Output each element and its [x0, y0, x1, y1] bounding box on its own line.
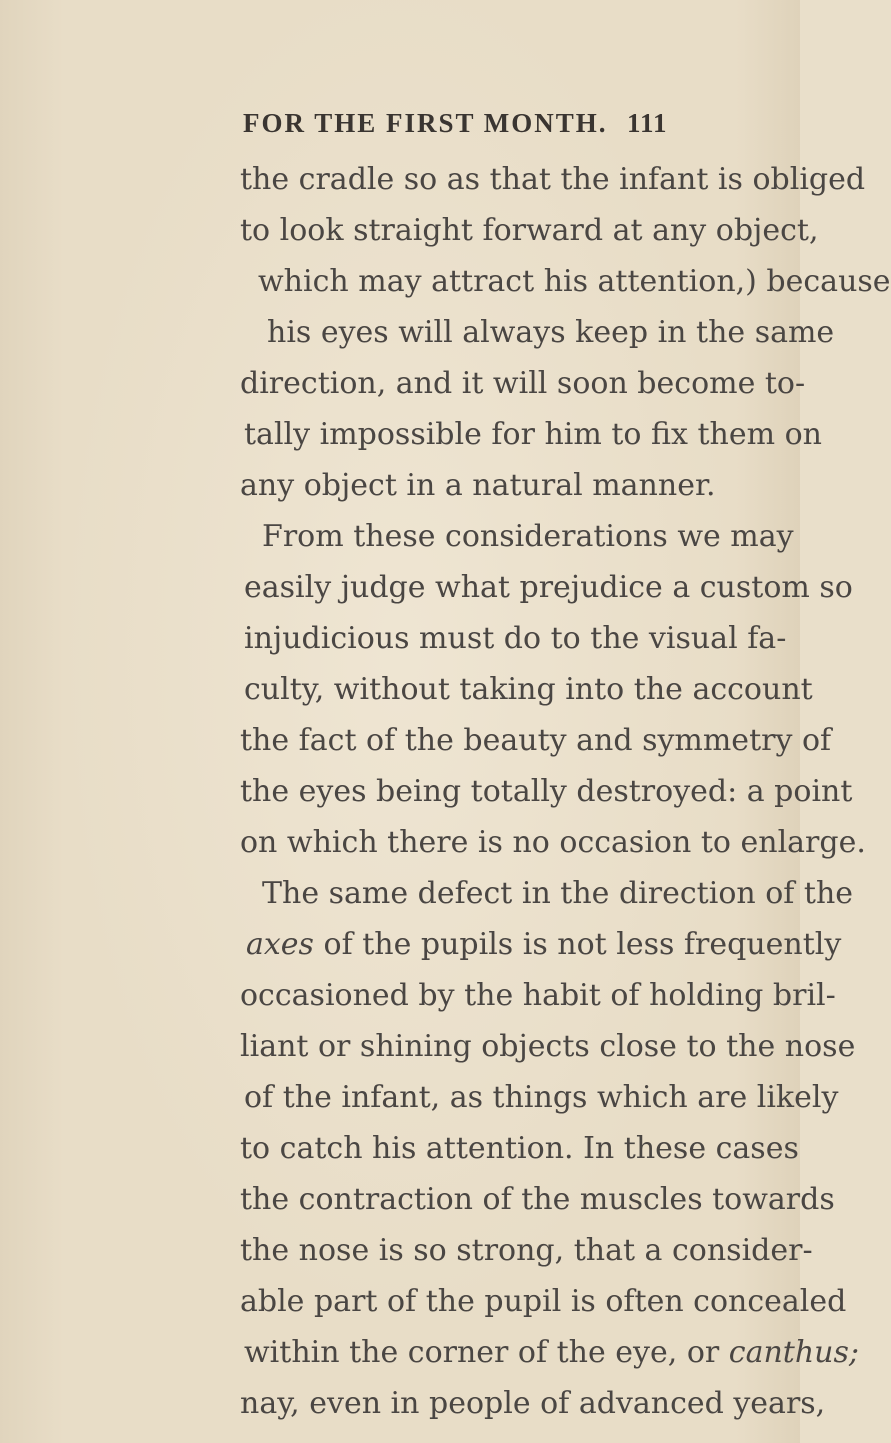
text-line: any object in a natural manner. — [240, 468, 716, 503]
text-line: able part of the pupil is often concealed — [240, 1284, 847, 1319]
text-line: direction, and it will soon become to- — [240, 366, 806, 401]
text-line: the nose is so strong, that a consider- — [240, 1233, 813, 1268]
running-head — [243, 108, 723, 148]
text-line: injudicious must do to the visual fa- — [244, 621, 787, 656]
text-line: the eyes being totally destroyed: a point — [240, 774, 853, 809]
page-number: 111 — [627, 108, 668, 138]
text-line: easily judge what prejudice a custom so — [244, 570, 853, 605]
text-line: culty, without taking into the account — [244, 672, 813, 707]
text-line: which may attract his attention,) because — [258, 264, 891, 299]
text-line: nay, even in people of advanced years, — [240, 1386, 826, 1421]
text-line: tally impossible for him to fix them on — [244, 417, 822, 452]
text-line: liant or shining objects close to the nose — [240, 1029, 856, 1064]
text-line: his eyes will always keep in the same — [267, 315, 835, 350]
running-head-title: FOR THE FIRST MONTH. — [243, 108, 608, 138]
text-line: of the infant, as things which are likely — [244, 1080, 839, 1115]
text-line: axes of the pupils is not less frequently — [246, 927, 842, 962]
text-line: the cradle so as that the infant is obliged — [240, 162, 866, 197]
text-line: From these considerations we may — [262, 519, 794, 554]
text-line: the fact of the beauty and symmetry of — [240, 723, 832, 758]
text-line: the contraction of the muscles towards — [240, 1182, 835, 1217]
text-line: occasioned by the habit of holding bril- — [240, 978, 836, 1013]
text-line: to catch his attention. In these cases — [240, 1131, 799, 1166]
text-line: within the corner of the eye, or canthus; — [244, 1335, 859, 1370]
italic-word: axes — [246, 927, 314, 962]
text-line: on which there is no occasion to enlarge. — [240, 825, 866, 860]
italic-word: canthus; — [728, 1335, 859, 1370]
text-line: The same defect in the direction of the — [262, 876, 854, 911]
text-line: to look straight forward at any object, — [240, 213, 819, 248]
